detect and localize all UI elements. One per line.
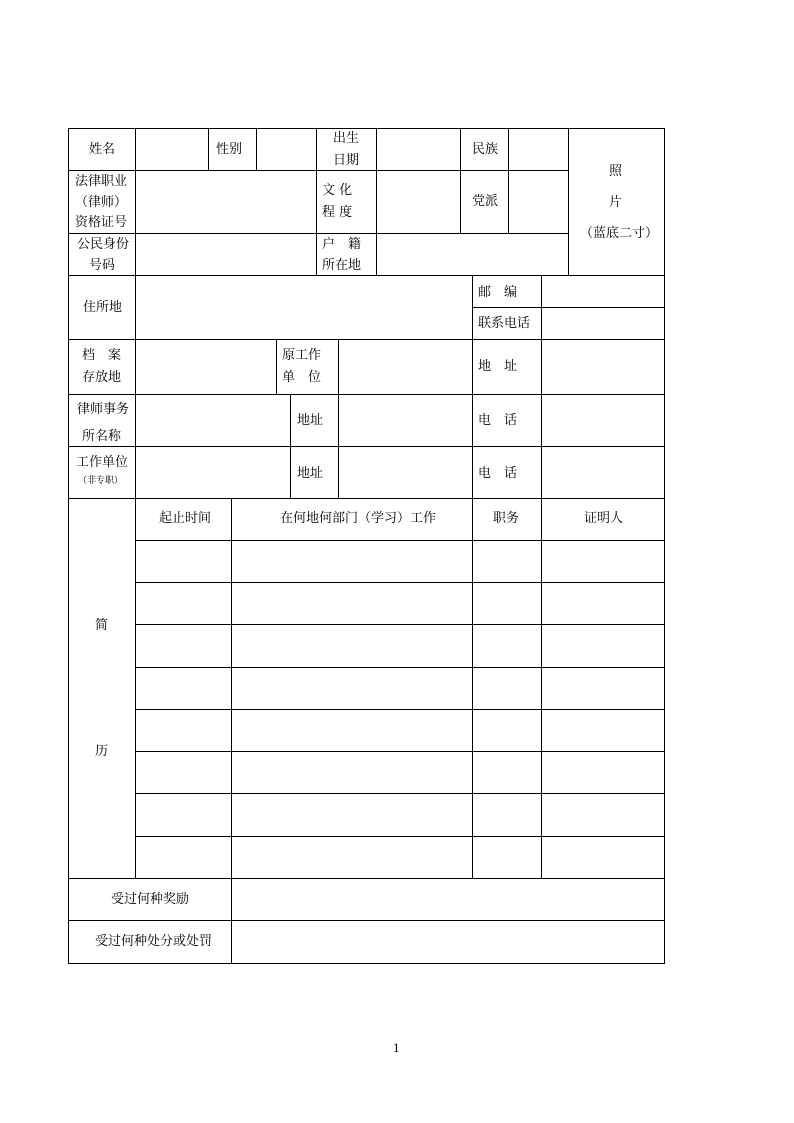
contact-phone-label: 联系电话 (478, 316, 531, 331)
orig-unit-label-line1: 原工作 (282, 348, 322, 363)
table-line (508, 128, 509, 234)
education-label-line1: 文 化 (322, 183, 353, 198)
archive-label-line1: 档 案 (82, 348, 122, 363)
table-line (68, 170, 568, 171)
ethnicity-label: 民族 (472, 142, 499, 157)
table-border-left (68, 128, 69, 964)
postcode-label: 邮 编 (478, 285, 518, 300)
party-label: 党派 (472, 194, 499, 209)
table-line (135, 540, 665, 541)
table-line (68, 920, 665, 921)
work-phone-label: 电 话 (478, 466, 518, 481)
table-line (338, 339, 339, 499)
table-line (135, 128, 136, 879)
table-line (541, 275, 542, 499)
firm-label-line2: 所名称 (82, 429, 122, 444)
resume-label-line1: 简 (95, 618, 109, 633)
page-number: 1 (393, 1040, 400, 1055)
work-address-label: 地址 (297, 466, 324, 481)
table-line (68, 878, 665, 879)
work-unit-note: （非专职） (78, 476, 124, 486)
resume-header-position: 职务 (493, 511, 520, 526)
birth-label-line2: 日期 (333, 153, 360, 168)
table-line (68, 275, 665, 276)
gender-label: 性别 (216, 142, 243, 157)
photo-label-line3: （蓝底二寸） (580, 226, 659, 241)
table-line (460, 128, 461, 234)
table-line (472, 275, 473, 499)
education-label-line2: 程 度 (322, 205, 353, 220)
table-line (256, 128, 257, 171)
firm-label-line1: 律师事务 (77, 402, 130, 417)
resume-label-line2: 历 (95, 744, 109, 759)
license-label-line2: （律师） (75, 195, 128, 210)
table-line (541, 498, 542, 879)
table-line (135, 582, 665, 583)
photo-label-line1: 照 (609, 164, 623, 179)
table-line (135, 624, 665, 625)
orig-unit-label-line2: 单 位 (282, 370, 322, 385)
table-line (135, 836, 665, 837)
table-line (68, 339, 665, 340)
id-label-line2: 号码 (89, 258, 116, 273)
id-label-line1: 公民身份 (77, 237, 130, 252)
residence-label: 住所地 (83, 300, 123, 315)
photo-label-line2: 片 (609, 195, 623, 210)
archive-label-line2: 存放地 (82, 370, 122, 385)
firm-address-label: 地址 (297, 413, 324, 428)
table-border-top (68, 128, 665, 129)
table-line (68, 394, 665, 395)
table-line (68, 233, 568, 234)
table-line (290, 394, 291, 499)
table-line (135, 793, 665, 794)
firm-phone-label: 电 话 (478, 413, 518, 428)
table-line (568, 128, 569, 276)
resume-header-period: 起止时间 (159, 511, 212, 526)
table-line (208, 128, 209, 171)
table-line (135, 667, 665, 668)
resume-header-work-place: 在何地何部门（学习）工作 (280, 511, 437, 526)
table-line (135, 751, 665, 752)
name-label: 姓名 (89, 142, 116, 157)
table-line (376, 128, 377, 276)
table-line (472, 498, 473, 879)
work-unit-label: 工作单位 (76, 455, 129, 470)
archive-address-label: 地 址 (478, 359, 518, 374)
table-line (135, 709, 665, 710)
license-label-line3: 资格证号 (75, 215, 128, 230)
table-line (472, 307, 665, 308)
table-border-bottom (68, 963, 665, 964)
license-label-line1: 法律职业 (75, 174, 128, 189)
table-line (276, 339, 277, 395)
table-line (316, 128, 317, 276)
table-line (68, 498, 665, 499)
punishment-label: 受过何种处分或处罚 (95, 934, 213, 949)
hukou-label-line1: 户 籍 (322, 237, 362, 252)
resume-header-witness: 证明人 (584, 511, 624, 526)
table-border-right (664, 128, 665, 964)
table-line (231, 498, 232, 964)
awards-label: 受过何种奖励 (111, 892, 190, 907)
birth-label-line1: 出生 (333, 131, 360, 146)
table-line (68, 446, 665, 447)
hukou-label-line2: 所在地 (322, 258, 362, 273)
